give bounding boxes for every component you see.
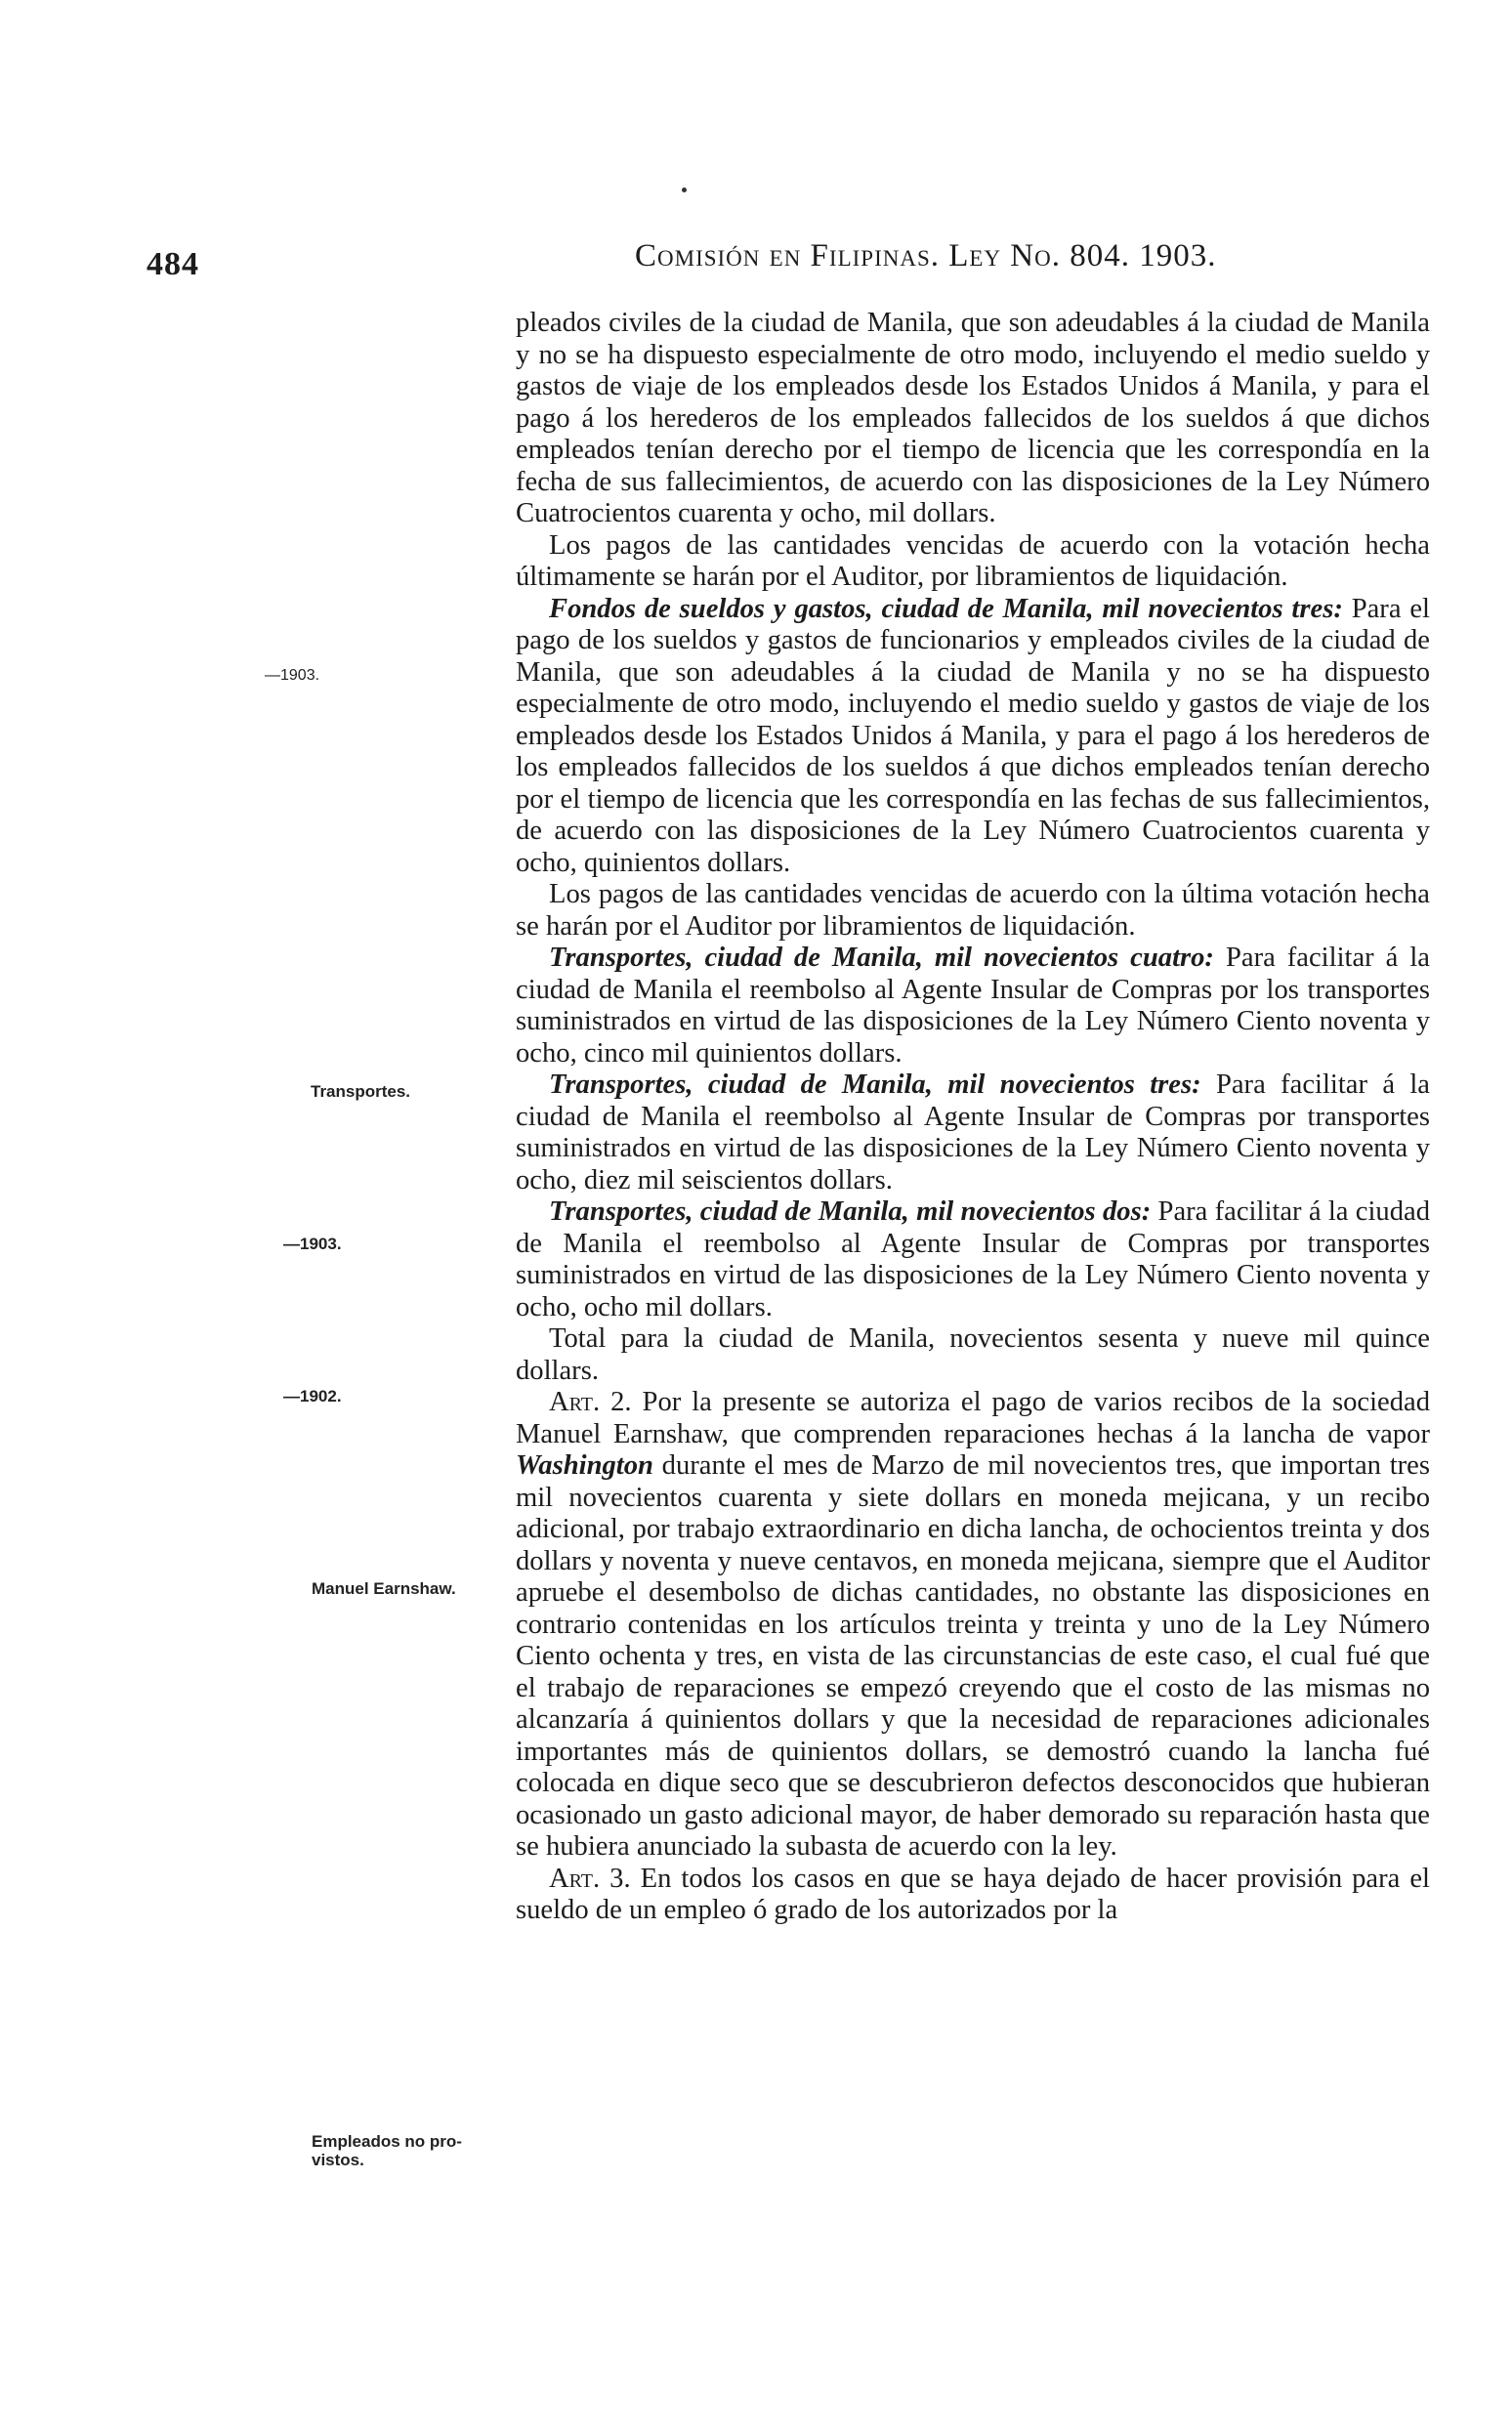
margin-note-empleados: Empleados no pro- vistos. — [312, 2132, 462, 2169]
running-head: Comisión en Filipinas. Ley No. 804. 1903. — [635, 238, 1217, 273]
body-text — [516, 308, 1430, 1927]
ship-name: Washington — [516, 1450, 653, 1481]
paragraph-heading: Transportes, ciudad de Manila, mil novecientos dos: — [549, 1196, 1152, 1227]
margin-note-1903: —1903. — [265, 667, 320, 684]
paragraph-text: Para el pago de los sueldos y gastos de funcionarios y empleados civiles de la ciudad de Manila, que son adeudables á la ciudad de Manila y no se ha dispuesto especialmente de otro modo, incluyendo el medio sueldo y gastos de viaje de los empleados desde los Estados Unidos á Manila, y para el pago á los herederos de los empleados fallecidos de los sueldos á que dichos empleados tenían derecho por el tiempo de licencia que les correspondía en las fechas de sus fallecimientos, de acuerdo con las disposiciones de la Ley Número Cuatrocientos cuarenta y ocho, quinientos dollars. — [516, 593, 1430, 878]
margin-note-transportes: Transportes. — [311, 1082, 411, 1101]
paragraph — [516, 1069, 1430, 1196]
paragraph: Total para la ciudad de Manila, novecientos sesenta y nueve mil quince dollars. — [516, 1323, 1430, 1386]
paragraph-heading: Transportes, ciudad de Manila, mil novecientos tres: — [549, 1069, 1201, 1100]
paragraph-text: En todos los casos en que se haya dejado de hacer provisión para el sueldo de un empleo ó grado de los autorizados por la — [516, 1863, 1430, 1925]
paragraph-text: Para facilitar á la ciudad de Manila el reembolso al Agente Insular de Compras por transportes suministrados en virtud de las disposiciones de la Ley Número Ciento noventa y ocho, ocho mil dollars. — [516, 1196, 1430, 1322]
margin-note-1903: —1903. — [283, 1235, 342, 1253]
article-number: Art. 2. — [549, 1387, 632, 1417]
paragraph-text: durante el mes de Marzo de mil novecientos tres, que importan tres mil novecientos cuarenta y siete dollars en moneda mejicana, y un recibo adicional, por trabajo extraordinario en dicha lancha, de ochocientos treinta y dos dollars y noventa y nueve centavos, en moneda mejicana, siempre que el Auditor apruebe el desembolso de dichas cantidades, no obstante las disposiciones en contrario contenidas en los artículos treinta y treinta y uno de la Ley Número Ciento ochenta y tres, en vista de las circunstancias de este caso, el cual fué que el trabajo de reparaciones se empezó creyendo que el costo de las mismas no alcanzaría á quinientos dollars y que la necesidad de reparaciones adicionales importantes más de quinientos dollars, se demostró cuando la lancha fué colocada en dique seco que se descubrieron defectos desconocidos que hubieran ocasionado un gasto adicional mayor, de haber demorado su reparación hasta que se hubiera anunciado la subasta de acuerdo con la ley. — [516, 1450, 1430, 1862]
paragraph — [516, 1864, 1430, 1927]
paragraph — [516, 594, 1430, 880]
paragraph-text: Por la presente se autoriza el pago de varios recibos de la sociedad Manuel Earnshaw, que comprenden reparaciones hechas á la lancha de vapor — [516, 1387, 1431, 1449]
paragraph: Los pagos de las cantidades vencidas de acuerdo con la última votación hecha se harán por el Auditor por libramientos de liquidación. — [516, 879, 1430, 942]
paragraph — [516, 943, 1430, 1069]
margin-note-1902: —1902. — [283, 1387, 342, 1405]
paragraph-text: Para facilitar á la ciudad de Manila el reembolso al Agente Insular de Compras por los transportes suministrados en virtud de las disposiciones de la Ley Número Ciento noventa y ocho, cinco mil quinientos dollars. — [516, 943, 1430, 1069]
paragraph-heading: Fondos de sueldos y gastos, ciudad de Manila, mil novecientos tres: — [549, 593, 1343, 624]
paragraph: Los pagos de las cantidades vencidas de acuerdo con la votación hecha últimamente se harán por el Auditor, por libramientos de liquidación. — [516, 529, 1430, 592]
paragraph-heading: Transportes, ciudad de Manila, mil novecientos cuatro: — [549, 943, 1214, 973]
paragraph-text: Para facilitar á la ciudad de Manila el reembolso al Agente Insular de Compras por transportes suministrados en virtud de las disposiciones de la Ley Número Ciento noventa y ocho, diez mil seiscientos dollars. — [516, 1069, 1431, 1195]
paragraph: pleados civiles de la ciudad de Manila, que son adeudables á la ciudad de Manila y no se ha dispuesto especialmente de otro modo, incluyendo el medio sueldo y gastos de viaje de los empleados desde los Estados Unidos á Manila, y para el pago á los herederos de los empleados fallecidos de los sueldos á que dichos empleados tenían derecho por el tiempo de licencia que les correspondía en la fecha de sus fallecimientos, de acuerdo con las disposiciones de la Ley Número Cuatrocientos cuarenta y ocho, mil dollars. — [516, 308, 1430, 528]
page-number: 484 — [147, 246, 199, 282]
paragraph — [516, 1387, 1430, 1864]
ink-speck — [682, 188, 687, 192]
paragraph — [516, 1196, 1430, 1323]
margin-note-earnshaw: Manuel Earnshaw. — [312, 1579, 456, 1598]
article-number: Art. 3. — [549, 1863, 631, 1894]
